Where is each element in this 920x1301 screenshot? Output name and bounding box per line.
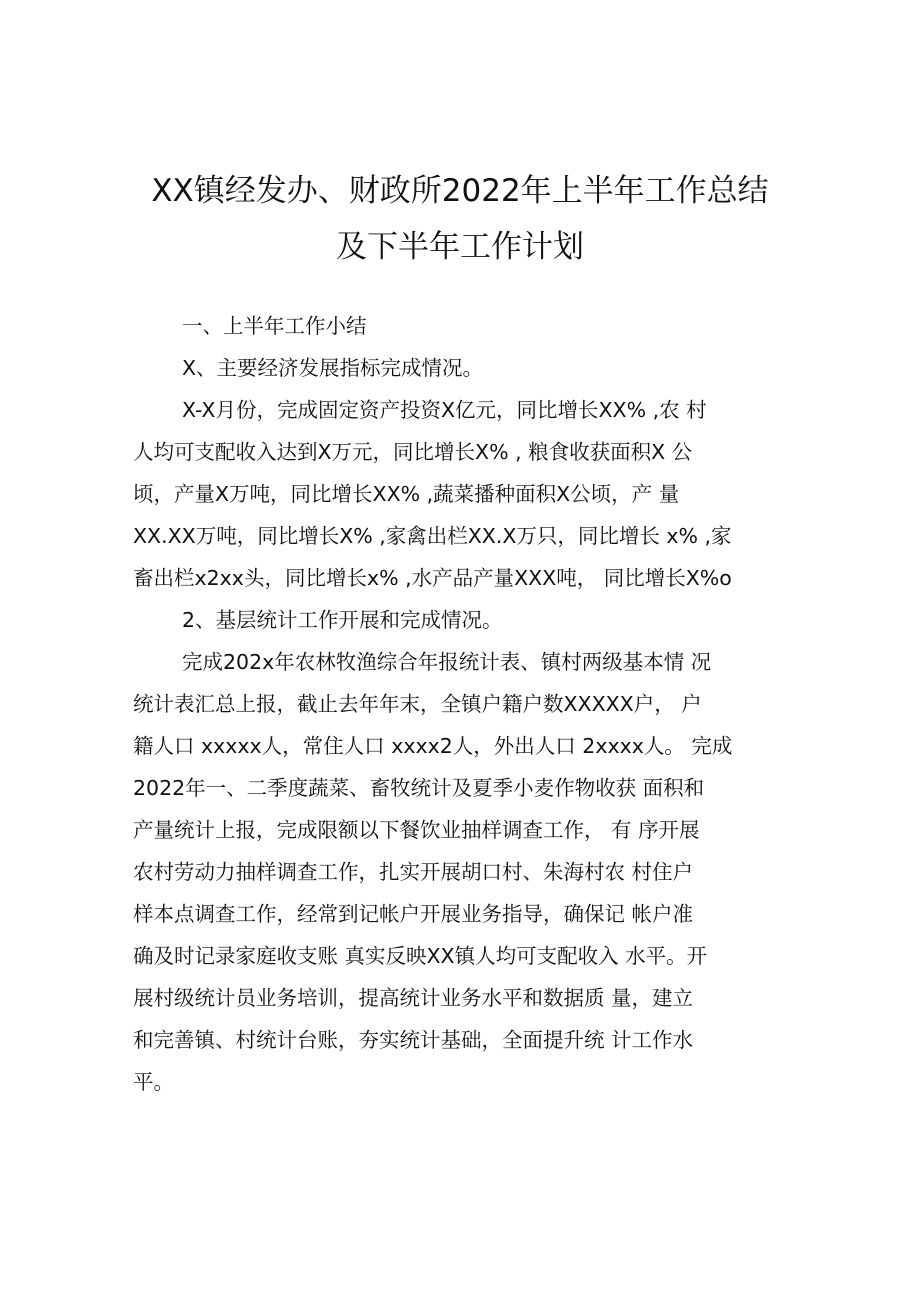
paragraph-line: X-X月份，完成固定资产投资X亿元，同比增长XX% ,农 村 xyxy=(182,398,707,422)
paragraph-line: 样本点调查工作，经常到记帐户开展业务指导，确保记 帐户准 xyxy=(133,902,694,926)
paragraph-line: 平。 xyxy=(133,1070,174,1094)
title-line-2: 及下半年工作计划 xyxy=(336,229,584,265)
paragraph-line: 完成202x年农林牧渔综合年报统计表、镇村两级基本情 况 xyxy=(182,650,712,674)
paragraph-line: 籍人口 xxxxx人，常住人口 xxxx2人，外出人口 2xxxx人。 完成 xyxy=(133,734,733,758)
document-body xyxy=(133,305,788,1103)
section-heading: 一、上半年工作小结 xyxy=(182,314,367,338)
paragraph-line: XX.XX万吨，同比增长X% ,家禽出栏XX.X万只，同比增长 x% ,家 xyxy=(133,524,732,548)
paragraph-line: 产量统计上报，完成限额以下餐饮业抽样调查工作， 有 序开展 xyxy=(133,818,700,842)
paragraph-line: 统计表汇总上报，截止去年年末，全镇户籍户数XXXXX户， 户 xyxy=(133,692,702,716)
title-line-1: XX镇经发办、财政所2022年上半年工作总结 xyxy=(151,173,769,209)
paragraph-line: 畜出栏x2xx头，同比增长x% ,水产品产量XXX吨， 同比增长X%o xyxy=(133,566,732,590)
subsection-heading: 2、基层统计工作开展和完成情况。 xyxy=(182,608,503,632)
subsection-heading: X、主要经济发展指标完成情况。 xyxy=(182,356,484,380)
paragraph-line: 人均可支配收入达到X万元，同比增长X% , 粮食收获面积X 公 xyxy=(133,440,693,464)
paragraph-line: 确及时记录家庭收支账 真实反映XX镇人均可支配收入 水平。开 xyxy=(133,944,708,968)
paragraph-line: 农村劳动力抽样调查工作，扎实开展胡口村、朱海村农 村住户 xyxy=(133,860,694,884)
paragraph-line: 和完善镇、村统计台账，夯实统计基础，全面提升统 计工作水 xyxy=(133,1028,694,1052)
paragraph-line: 2022年一、二季度蔬菜、畜牧统计及夏季小麦作物收获 面积和 xyxy=(133,776,705,800)
paragraph-line: 顷，产量X万吨，同比增长XX% ,蔬菜播种面积X公顷，产 量 xyxy=(133,482,680,506)
paragraph-line: 展村级统计员业务培训，提高统计业务水平和数据质 量，建立 xyxy=(133,986,694,1010)
document-title xyxy=(100,163,820,275)
